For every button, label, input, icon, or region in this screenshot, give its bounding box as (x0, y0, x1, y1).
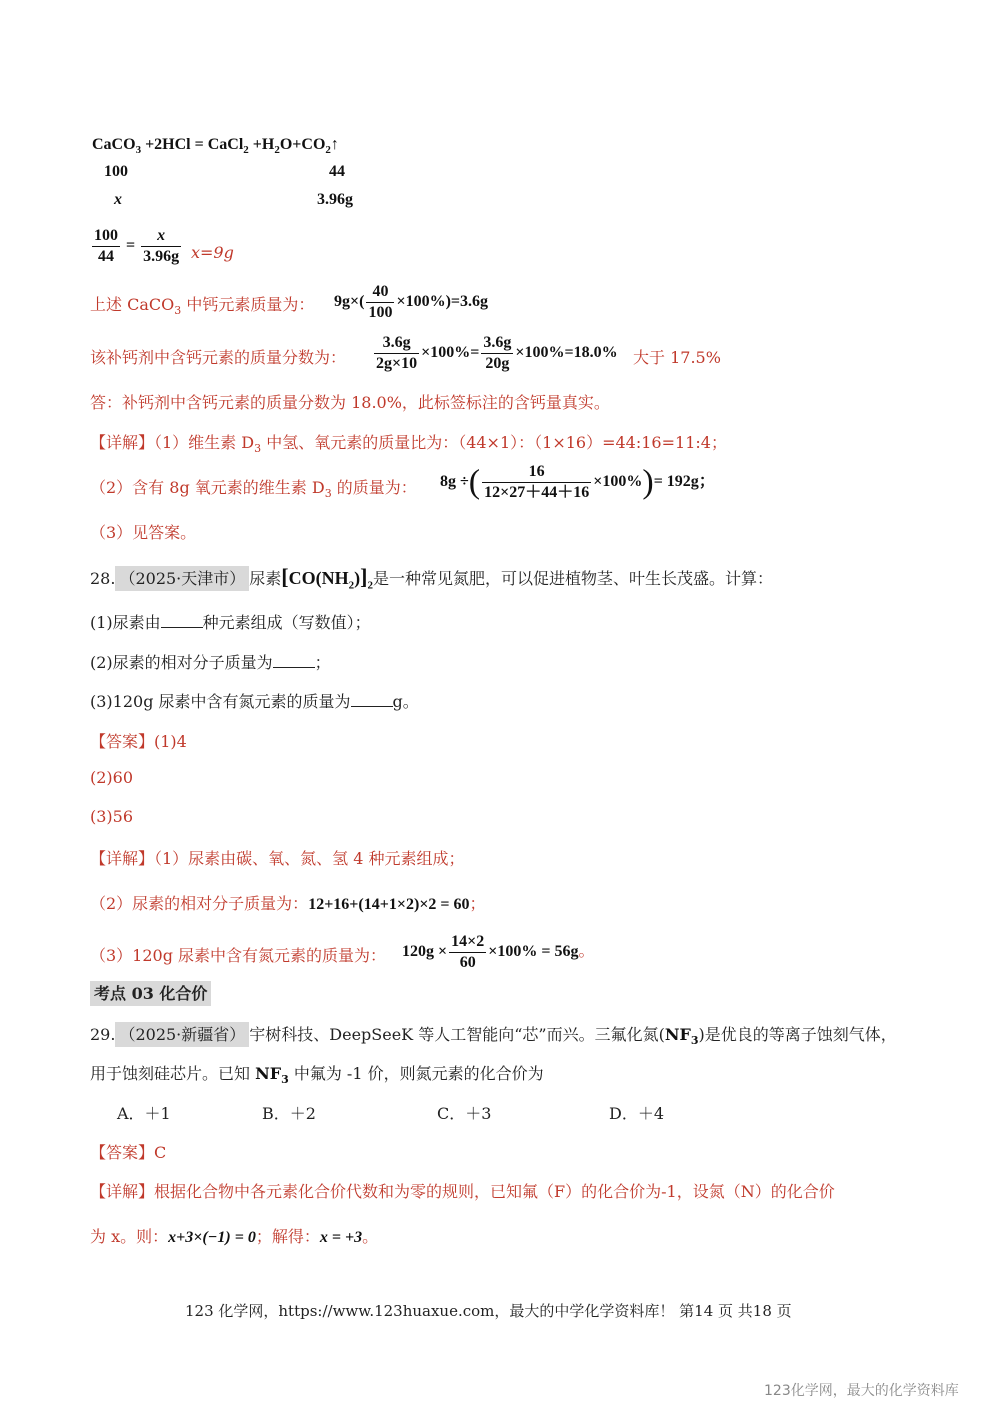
q29-stem-2: 用于蚀刻硅芯片。已知 $NF_3$ 中氟为 -1 价，则氮元素的化合价为 (90, 1064, 544, 1087)
calc-answer: 答：补钙剂中含钙元素的质量分数为 18.0%，此标签标注的含钙量真实。 (90, 393, 610, 412)
q28-detail-3-expr: 120g × $\frac{14\times 2}{60}$ ×100% = 56g。 (402, 933, 595, 971)
q29-option-a[interactable]: A．＋1 (117, 1104, 171, 1123)
q29-number: 29. (90, 1025, 116, 1044)
page-footer: 123 化学网，https://www.123huaxue.com，最大的中学化学资料库！ 第14 页 共18 页 (185, 1302, 792, 1320)
q28-blank-3[interactable] (351, 692, 393, 707)
q29-option-b[interactable]: B．＋2 (262, 1104, 316, 1123)
q28-detail-2: （2）尿素的相对分子质量为：12+16+(14+1×2)×2 = 60； (90, 894, 486, 913)
co2-mass: 3.96g (317, 191, 353, 208)
q29-detail-2: 为 x。则：x+3×(−1) = 0；解得：x = +3。 (90, 1227, 379, 1246)
q28-blank-1[interactable] (161, 613, 203, 628)
mass-co2: 44 (329, 163, 345, 180)
q28-stem: 28. （2025·天津市） 尿素$[CO(NH_2)]_2$是一种常见氮肥，可以促进植物茎、叶生长茂盛。计算： (90, 564, 773, 592)
q28-answer-1: 【答案】(1)4 (90, 732, 187, 751)
q29-answer: 【答案】C (90, 1143, 167, 1162)
reaction-equation: CaCO$_3$ +2HCl = CaCl$_2$ $+H_2O+CO_2↑$ (92, 136, 339, 157)
vitd-expr: 8g ÷( $\frac{16}{12\times 27+44+16}$ ×100%)= 192g； (440, 463, 715, 501)
q28-number: 28. (90, 569, 116, 588)
ca-mass-expr: 9g×( $\frac{40}{100}$ ×100%)=3.6g (334, 283, 489, 321)
q28-part1: (1)尿素由 种元素组成（写数值）； (90, 613, 371, 632)
q28-detail-3: （3）120g 尿素中含有氮元素的质量为： (90, 946, 387, 965)
vitd-detail-2: （2）含有 8g 氧元素的维生素 $D_3$ 的质量为： (90, 478, 417, 501)
vitd-detail-1: 【详解】（1）维生素 $D_3$ 中氢、氧元素的质量比为：（44×1）：（1×16）=44:16=11:4； (90, 433, 727, 456)
q28-blank-2[interactable] (273, 653, 315, 668)
ca-mass-line: 上述 CaCO$_3$ 中钙元素质量为： (90, 295, 315, 318)
ca-fraction-expr: $\frac{3.6g}{2g\times 10}$ ×100%= $\frac{3.6g}{20g}$ ×100%=18.0% (376, 334, 618, 372)
proportion: $\frac{100}{44}$ = $\frac{x}{3.96g}$ (94, 227, 180, 265)
watermark: 123化学网，最大的化学资料库 (764, 1383, 959, 1399)
ca-fraction-label: 该补钙剂中含钙元素的质量分数为： (90, 348, 347, 367)
result-x: x=9g (191, 243, 234, 262)
q28-part3: (3)120g 尿素中含有氮元素的质量为 g。 (90, 692, 419, 711)
q28-part2: (2)尿素的相对分子质量为 ； (90, 653, 331, 672)
q28-source: （2025·天津市） (115, 566, 249, 591)
q29-option-d[interactable]: D．＋4 (609, 1104, 665, 1123)
unknown-x: x (114, 191, 122, 208)
q29-detail-1: 【详解】根据化合物中各元素化合价代数和为零的规则，已知氟（F）的化合价为-1，设氮（N）的化合价 (90, 1182, 835, 1201)
q28-answer-2: (2)60 (90, 768, 134, 787)
q29-source: （2025·新疆省） (115, 1022, 249, 1047)
q28-answer-3: (3)56 (90, 807, 134, 826)
vitd-detail-3: （3）见答案。 (90, 523, 197, 542)
q28-detail-1: 【详解】（1）尿素由碳、氧、氮、氢 4 种元素组成； (90, 849, 465, 868)
mass-caco3: 100 (104, 163, 128, 180)
comparison: 大于 17.5% (633, 348, 721, 367)
section-header: 考点 03 化合价 (90, 981, 211, 1004)
q29-stem-1: 29. （2025·新疆省） 宇树科技、DeepSeeK 等人工智能向“芯”而兴。三氟化氮$(NF_3)$是优良的等离子蚀刻气体， (90, 1022, 897, 1047)
q29-option-c[interactable]: C．＋3 (437, 1104, 492, 1123)
